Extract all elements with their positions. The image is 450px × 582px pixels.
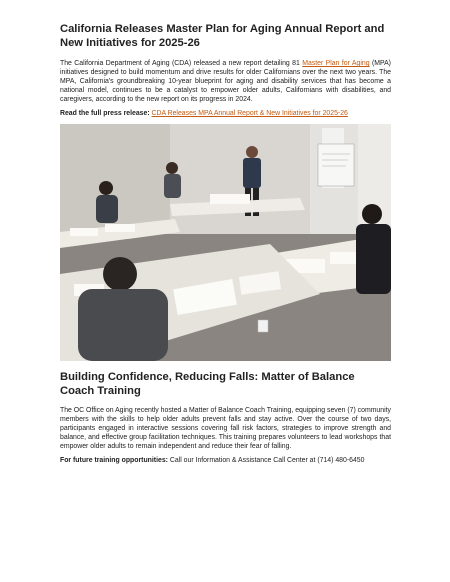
training-cta-text: Call our Information & Assistance Call Center at (714) 480-6450 bbox=[167, 457, 365, 464]
article-body-master-plan: The California Department of Aging (CDA) released a new report detailing 81 Master Plan for Aging (MPA) initiatives designed to build momentum and drive results for older Californians over the next two years. The MPA, California's groundbreaking 10-year blueprint for aging and disability services that has become a national model, continues to be a catalyst to empower older adults, Californians with disabilities, and caregivers, according to the new report on its progress in 2024. bbox=[60, 60, 391, 103]
newsletter-page bbox=[60, 22, 391, 465]
article-body-balance: The OC Office on Aging recently hosted a Matter of Balance Coach Training, equipping seven (7) community members with the skills to help older adults prevent falls and stay active. Over the course of two days, participants engaged in interactive sessions covering fall risk factors, strategies to improve strength and balance, and effective group facilitation techniques. This training prepares volunteers to lead workshops that empower older adults to remain independent and reduce their fear of falling. bbox=[60, 407, 391, 450]
press-release-line bbox=[60, 109, 391, 118]
press-release-link[interactable]: CDA Releases MPA Annual Report & New Initiatives for 2025-26 bbox=[151, 110, 348, 117]
classroom-photo bbox=[60, 124, 391, 361]
press-release-label: Read the full press release: bbox=[60, 110, 152, 117]
training-cta bbox=[60, 456, 391, 465]
article-title-balance: Building Confidence, Reducing Falls: Matter of Balance Coach Training bbox=[60, 371, 355, 397]
article-title-master-plan: California Releases Master Plan for Aging Annual Report and New Initiatives for 2025-26 bbox=[60, 23, 385, 49]
master-plan-link[interactable]: Master Plan for Aging bbox=[302, 60, 370, 67]
classroom-photo-icon bbox=[60, 124, 391, 361]
training-cta-label: For future training opportunities: bbox=[60, 457, 168, 464]
